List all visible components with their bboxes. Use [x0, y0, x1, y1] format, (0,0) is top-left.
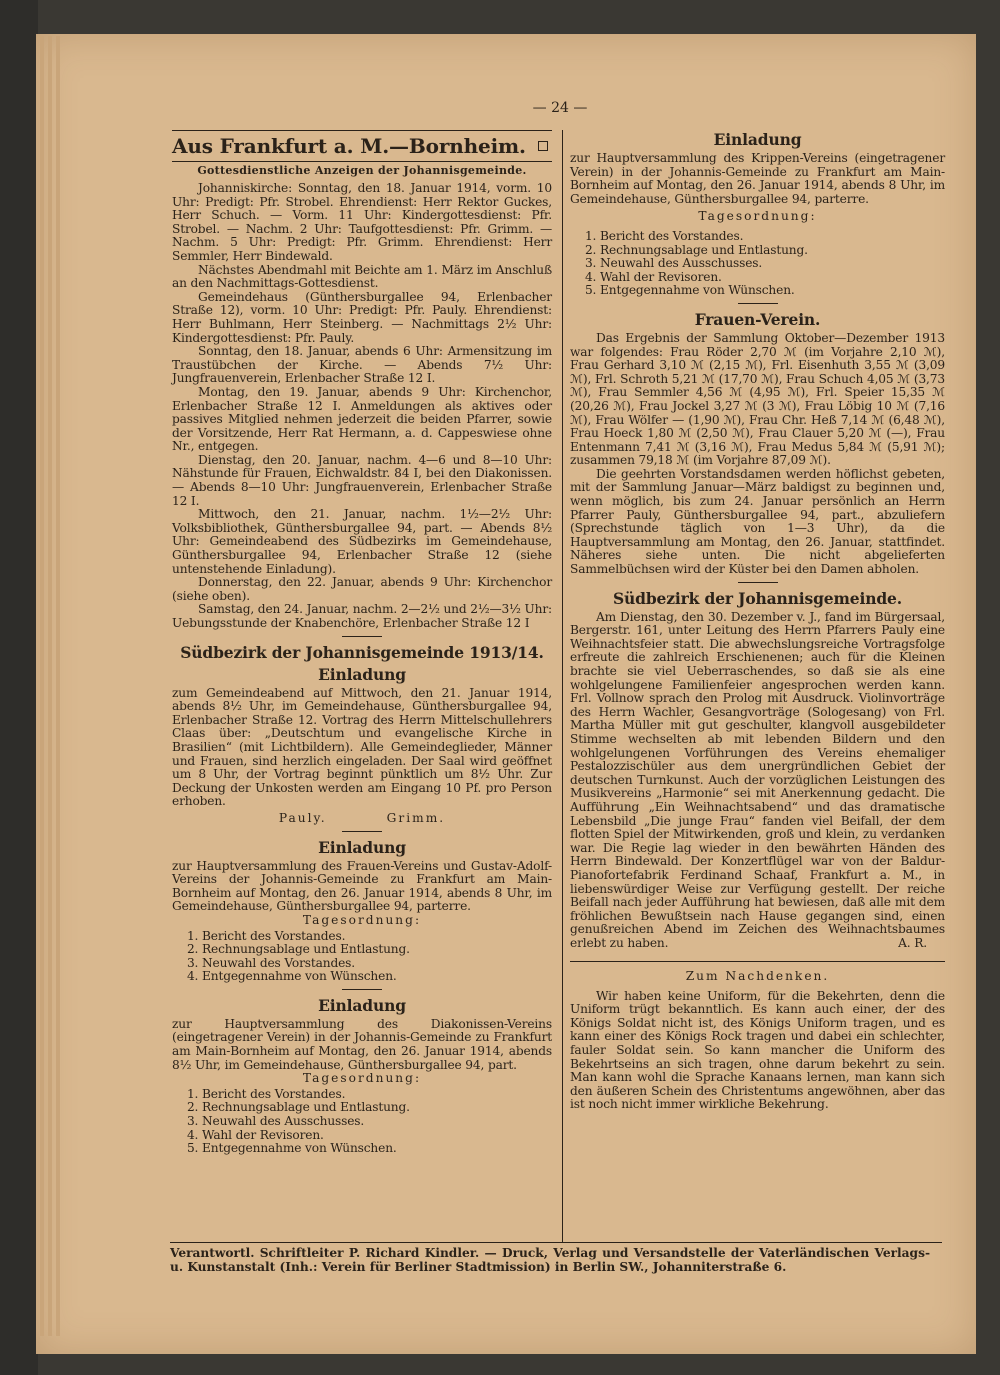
paragraph: Johanniskirche: Sonntag, den 18. Januar 1914, vorm. 10 Uhr: Predigt: Pfr. Strobel. Ehrendienst: Herr Rektor Guckes, Herr Schuch. — Vorm. 11 Uhr: Kindergottesdienst: Pfr. Strobel. — Nachm. 2 Uhr: Taufgottesdienst: Pfr. Grimm. — Nachm. 5 Uhr: Predigt: Pfr. Grimm. Ehrendienst: Herr Semmler, Herr Bindewald. — [172, 181, 552, 263]
list-item: 2. Rechnungsablage und Entlastung. — [600, 244, 945, 258]
list-item: 3. Neuwahl des Vorstandes. — [202, 957, 552, 971]
tagesordnung-label: Tagesordnung: — [302, 1071, 422, 1086]
heading-nachdenken: Zum Nachdenken. — [685, 969, 830, 984]
paragraph: zur Hauptversammlung des Frauen-Vereins und Gustav-Adolf-Vereins der Johannis-Gemeinde zu Frankfurt am Main-Bornheim auf Montag, den 26. Januar 1914, abends 8 Uhr, im Gemeindehause, Günthersburgallee 94, parterre. — [172, 858, 552, 914]
page-edge — [56, 36, 60, 1336]
agenda-list — [570, 230, 945, 298]
divider — [342, 989, 382, 990]
list-item: 3. Neuwahl des Ausschusses. — [202, 1115, 552, 1129]
heading-suedbezirk: Südbezirk der Johannisgemeinde 1913/14. — [180, 642, 544, 662]
paragraph: zur Hauptversammlung des Diakonissen-Vereins (eingetragener Verein) in der Johannis-Gemeinde zu Frankfurt am Main-Bornheim auf Montag, den 26. Januar 1914, abends 8½ Uhr, im Gemeindehause, Günthersburgallee 94, part. — [172, 1016, 552, 1072]
tagesordnung-label: Tagesordnung: — [698, 209, 817, 224]
heading-einladung: Einladung — [713, 130, 802, 149]
left-column — [172, 130, 552, 1156]
heading-einladung: Einladung — [318, 995, 406, 1015]
paragraph: zur Hauptversammlung des Krippen-Vereins (eingetragener Verein) in der Johannis-Gemeinde zu Frankfurt am Main-Bornheim auf Montag, den 26. Januar 1914, abends 8 Uhr, im Gemeindehause, Günthersburgallee 94, parterre. — [570, 151, 945, 206]
list-item: 1. Bericht des Vorstandes. — [600, 230, 945, 244]
signature-grimm: Grimm. — [386, 810, 446, 825]
page-edge — [48, 36, 52, 1336]
list-item: 3. Neuwahl des Ausschusses. — [600, 257, 945, 271]
paragraph: Die geehrten Vorstandsdamen werden höflichst gebeten, mit der Sammlung Januar—März baldigst zu beginnen und, wenn möglich, bis zum 24. Januar persönlich an Herrn Pfarrer Pauly, Günthersburgallee 94, part., abzuliefern (Sprechstunde täglich von 1—3 Uhr), da die Hauptversammlung am Montag, den 26. Januar, stattfindet. Näheres siehe unten. Die nicht abgelieferten Sammelbüchsen wird der Küster bei den Damen abholen. — [570, 466, 945, 577]
tagesordnung-label: Tagesordnung: — [302, 912, 422, 927]
list-item: 1. Bericht des Vorstandes. — [202, 1088, 552, 1102]
signature-ar: A. R. — [898, 936, 927, 951]
paragraph: Donnerstag, den 22. Januar, abends 9 Uhr: Kirchenchor (siehe oben). — [172, 575, 552, 603]
agenda-list — [172, 1088, 552, 1156]
list-item: 2. Rechnungsablage und Entlastung. — [202, 943, 552, 957]
paragraph: Dienstag, den 20. Januar, nachm. 4—6 und 8—10 Uhr: Nähstunde für Frauen, Eichwaldstr. 84 I, bei den Diakonissen. — Abends 8—10 Uhr: Jungfrauenverein, Erlenbacher Straße 12 I. — [172, 452, 552, 508]
divider — [342, 636, 382, 637]
paragraph: zum Gemeindeabend auf Mittwoch, den 21. Januar 1914, abends 8½ Uhr, im Gemeindehause, Günthersburgallee 94, Erlenbacher Straße 12. Vortrag des Herrn Mittelschullehrers Claas über: „Deutschtum und evangelische Kirche in Brasilien“ (mit Lichtbildern). Alle Gemeindeglieder, Männer und Frauen, sind herzlich eingeladen. Der Saal wird geöffnet um 8 Uhr, der Vortrag beginnt pünktlich um 8½ Uhr. Zur Deckung der Unkosten werden am Eingang 10 Pf. pro Person erhoben. — [172, 685, 552, 809]
paragraph: Nächstes Abendmahl mit Beichte am 1. März im Anschluß an den Nachmittags-Gottesdienst. — [172, 262, 552, 291]
right-column — [570, 130, 945, 1112]
book-binding — [0, 0, 38, 1375]
title-rule — [172, 161, 552, 162]
top-rule — [172, 130, 552, 131]
heading-frauen-verein: Frauen-Verein. — [694, 309, 821, 329]
list-item: 4. Wahl der Revisoren. — [202, 1129, 552, 1143]
paragraph: Samstag, den 24. Januar, nachm. 2—2½ und 2½—3½ Uhr: Uebungsstunde der Knabenchöre, Erlenbacher Straße 12 I — [172, 602, 552, 630]
list-item: 5. Entgegennahme von Wünschen. — [600, 284, 945, 298]
square-ornament-icon — [538, 141, 548, 151]
divider — [342, 831, 382, 832]
list-item: 5. Entgegennahme von Wünschen. — [202, 1142, 552, 1156]
page-number: — 24 — — [532, 100, 588, 116]
section-title: Aus Frankfurt a. M.—Bornheim. — [172, 134, 526, 158]
list-item: 1. Bericht des Vorstandes. — [202, 930, 552, 944]
footer-rule — [170, 1242, 942, 1243]
column-rule — [562, 130, 563, 1242]
divider — [738, 303, 778, 304]
signature-pauly: Pauly. — [278, 810, 327, 825]
heading-suedbezirk: Südbezirk der Johannisgemeinde. — [613, 588, 902, 608]
paragraph: Mittwoch, den 21. Januar, nachm. 1½—2½ Uhr: Volksbibliothek, Günthersburgallee 94, part. — Abends 8½ Uhr: Gemeindeabend des Südbezirks im Gemeindehause, Günthersburgallee 94, Erlenbacher Straße 12 (siehe untenstehende Einladung). — [172, 507, 552, 576]
paragraph: Gemeindehaus (Günthersburgallee 94, Erlenbacher Straße 12), vorm. 10 Uhr: Predigt: Pfr. Pauly. Ehrendienst: Herr Buhlmann, Herr Steinberg. — Nachmittags 2½ Uhr: Kindergottesdienst: Pfr. Pauly. — [172, 289, 552, 345]
paragraph: Das Ergebnis der Sammlung Oktober—Dezember 1913 war folgendes: Frau Röder 2,70 ℳ (im Vorjahre 2,10 ℳ), Frau Gerhard 3,10 ℳ (2,15 ℳ), Frl. Eisenhuth 3,55 ℳ (3,09 ℳ), Frl. Schroth 5,21 ℳ (17,70 ℳ), Frau Schuch 4,05 ℳ (3,73 ℳ), Frau Semmler 4,56 ℳ (4,95 ℳ), Frl. Speier 15,35 ℳ (20,26 ℳ), Frau Jockel 3,27 ℳ (3 ℳ), Frau Löbig 10 ℳ (7,16 ℳ), Frau Wölfer — (1,90 ℳ), Frau Chr. Heß 7,14 ℳ (6,48 ℳ), Frau Hoeck 1,80 ℳ (2,50 ℳ), Frau Clauer 5,20 ℳ (—), Frau Entenmann 7,41 ℳ (3,16 ℳ), Frau Medus 5,84 ℳ (5,91 ℳ); zusammen 79,18 ℳ (im Vorjahre 87,09 ℳ). — [570, 330, 945, 468]
list-item: 4. Wahl der Revisoren. — [600, 271, 945, 285]
imprint-footer: Verantwortl. Schriftleiter P. Richard Kindler. — Druck, Verlag und Versandstelle der Vaterländischen Verlags- u. Kunstanstalt (Inh.: Verein für Berliner Stadtmission) in Berlin SW., Johanniterstraße 6. — [170, 1246, 930, 1274]
paragraph: Wir haben keine Uniform, für die Bekehrten, denn die Uniform trügt bekanntlich. Es kann auch einer, der des Königs Soldat nicht ist, des Königs Uniform tragen, und es kann einer des Königs Rock tragen und dabei ein schlechter, fauler Soldat sein. So kann mancher die Uniform des Bekehrtseins an sich tragen, ohne darum bekehrt zu sein. Man kann wohl die Sprache Kanaans lernen, man kann sich den äußeren Schein des Christentums angewöhnen, aber das ist noch nicht immer wirkliche Bekehrung. — [570, 988, 945, 1112]
agenda-list — [172, 930, 552, 984]
heading-einladung: Einladung — [318, 837, 406, 857]
paragraph: Am Dienstag, den 30. Dezember v. J., fand im Bürgersaal, Bergerstr. 161, unter Leitung des Herrn Pfarrers Pauly eine Weihnachtsfeier statt. Die abwechslungsreiche Vortragsfolge erfreute die zahlreich Erschienenen; auch für die Kleinen brachte sie viel Ueberraschendes, so daß sie als eine wohlgelungene Familienfeier angesprochen werden kann. Frl. Vollnow sprach den Prolog mit Ausdruck. Violinvorträge des Herrn Wachler, Gesangvorträge (Sologesang) von Frl. Martha Müller mit gut geschulter, klangvoll ausgebildeter Stimme wechselten ab mit lebenden Bildern und den wohlgelungenen Vorführungen des Vereins ehemaliger Pestalozzischüler aus dem unergründlichen Gebiet der deutschen Turnkunst. Auch der vorzüglichen Leistungen des Musikvereins „Harmonie“ sei mit Anerkennung gedacht. Die Aufführung „Ein Weihnachtsabend“ und das dramatische Lebensbild „Die junge Frau“ fanden viel Beifall, der dem flotten Spiel der Mitwirkenden, groß und klein, zu verdanken war. Die Regie lag wieder in den bewährten Händen des Herrn Bindewald. Der Konzertflügel war von der Baldur-Pianofortefabrik Ferdinand Schaaf, Frankfurt a. M., in liebenswürdiger Weise zur Verfügung gestellt. Der reiche Beifall nach jeder Aufführung hat bewiesen, daß alle mit dem fröhlichen Bewußtsein nach Hause gegangen sind, einen genußreichen Abend im Zeichen des Weihnachtsbaumes erlebt zu haben. — [570, 609, 945, 950]
paragraph: Montag, den 19. Januar, abends 9 Uhr: Kirchenchor, Erlenbacher Straße 12 I. Anmeldungen als aktives oder passives Mitglied nehmen jederzeit die beiden Pfarrer, sowie der Vorsitzende, Herr Rat Hermann, a. d. Cappeswiese ohne Nr., entgegen. — [172, 384, 552, 454]
divider — [570, 961, 945, 962]
paragraph: Sonntag, den 18. Januar, abends 6 Uhr: Armensitzung im Traustübchen der Kirche. — Abends 7½ Uhr: Jungfrauenverein, Erlenbacher Straße 12 I. — [172, 344, 552, 386]
divider — [738, 582, 778, 583]
list-item: 2. Rechnungsablage und Entlastung. — [202, 1101, 552, 1115]
section-subtitle: Gottesdienstliche Anzeigen der Johannisgemeinde. — [197, 164, 527, 177]
page-edge — [40, 36, 44, 1336]
heading-einladung: Einladung — [318, 664, 406, 684]
list-item: 4. Entgegennahme von Wünschen. — [202, 970, 552, 984]
